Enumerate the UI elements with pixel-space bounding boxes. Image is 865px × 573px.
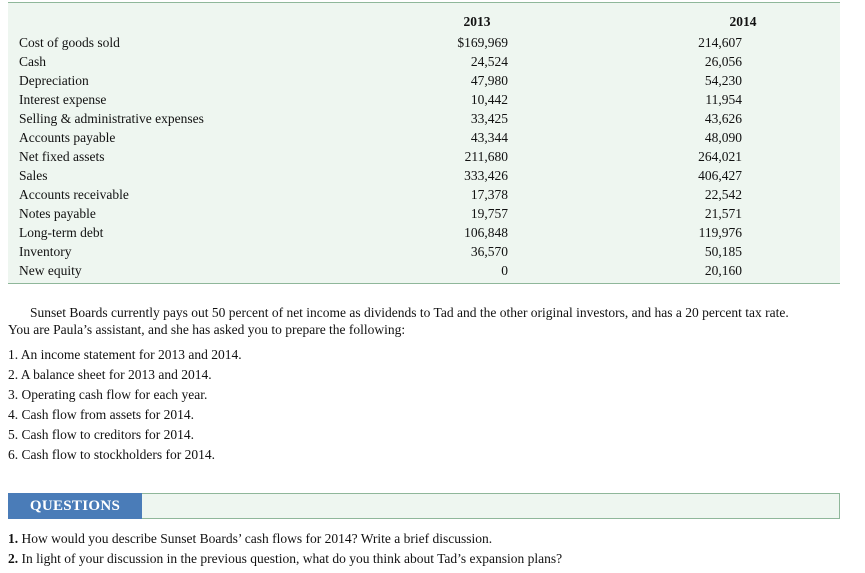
table-row [8,71,840,90]
table-row [8,185,840,204]
value-2014: 21,571 [704,206,742,221]
table-row [8,147,840,166]
row-label: Accounts receivable [19,187,129,202]
row-label: Cash [19,54,46,69]
column-header-2013: 2013 [463,14,491,29]
value-2013: 106,848 [464,225,508,240]
value-2014: 264,021 [698,149,742,164]
value-2014: 43,626 [704,111,742,126]
task-item: 1. An income statement for 2013 and 2014. [8,347,242,362]
row-label: Interest expense [19,92,107,107]
question-item [8,549,562,569]
case-intro [8,304,848,338]
table-row [8,109,840,128]
row-label: Long-term debt [19,225,104,240]
value-2014: 20,160 [704,263,742,278]
table-row [8,204,840,223]
table-row [8,261,840,280]
table-row [8,166,840,185]
value-2013: $169,969 [457,35,508,50]
value-2013: 24,524 [470,54,508,69]
value-2014: 11,954 [705,92,742,107]
value-2013: 0 [501,263,508,278]
intro-line-2: You are Paula’s assistant, and she has asked you to prepare the following: [8,322,406,337]
value-2014: 50,185 [704,244,742,259]
table-row [8,33,840,52]
value-2013: 36,570 [470,244,508,259]
value-2014: 214,607 [698,35,742,50]
column-header-2014: 2014 [729,14,757,29]
financial-data-table [8,2,840,284]
value-2014: 406,427 [698,168,742,183]
table-row [8,128,840,147]
question-text: How would you describe Sunset Boards’ cash flows for 2014? Write a brief discussion. [21,531,493,546]
questions-heading: QUESTIONS [8,493,142,519]
value-2013: 19,757 [470,206,508,221]
table-rows [8,33,840,280]
value-2014: 48,090 [704,130,742,145]
row-label: Cost of goods sold [19,35,120,50]
row-label: Net fixed assets [19,149,105,164]
intro-line-1: Sunset Boards currently pays out 50 percent of net income as dividends to Tad and the other original investors, and has a 20 percent tax rate. [30,305,789,320]
row-label: Accounts payable [19,130,116,145]
task-list [8,345,242,465]
value-2014: 26,056 [704,54,742,69]
value-2013: 10,442 [470,92,508,107]
row-label: Inventory [19,244,72,259]
row-label: New equity [19,263,82,278]
question-number: 2. [8,551,19,566]
value-2013: 47,980 [470,73,508,88]
table-row [8,90,840,109]
task-item: 4. Cash flow from assets for 2014. [8,407,194,422]
table-row [8,52,840,71]
value-2013: 33,425 [470,111,508,126]
questions-list [8,529,562,569]
value-2014: 54,230 [704,73,742,88]
row-label: Sales [19,168,48,183]
task-item: 3. Operating cash flow for each year. [8,387,208,402]
question-text: In light of your discussion in the previous question, what do you think about Tad’s expansion plans? [21,551,563,566]
value-2013: 211,680 [464,149,508,164]
row-label: Selling & administrative expenses [19,111,204,126]
row-label: Notes payable [19,206,96,221]
table-row [8,242,840,261]
task-item: 5. Cash flow to creditors for 2014. [8,427,194,442]
row-label: Depreciation [19,73,89,88]
value-2014: 119,976 [698,225,742,240]
value-2013: 333,426 [464,168,508,183]
task-item: 2. A balance sheet for 2013 and 2014. [8,367,212,382]
task-item: 6. Cash flow to stockholders for 2014. [8,447,215,462]
value-2013: 43,344 [470,130,508,145]
question-item [8,529,562,549]
value-2013: 17,378 [470,187,508,202]
table-row [8,223,840,242]
question-number: 1. [8,531,19,546]
value-2014: 22,542 [704,187,742,202]
